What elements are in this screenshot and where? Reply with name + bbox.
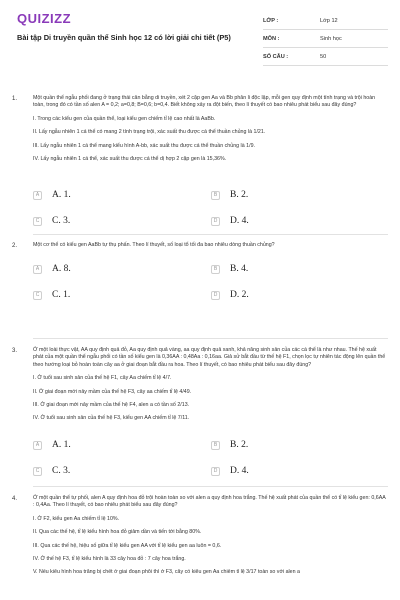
- option-d[interactable]: [211, 288, 381, 302]
- option-d[interactable]: [211, 214, 381, 228]
- question-1-body: [33, 95, 388, 163]
- option-text: C. 3.: [52, 216, 71, 226]
- option-b[interactable]: [211, 262, 381, 276]
- question-number: 2.: [12, 243, 18, 249]
- meta-label: SỐ CÂU :: [263, 53, 289, 60]
- question-stem: Ở một quần thể tự phối, alen A quy định hoa đỏ trội hoàn toàn so với alen a quy định hoa trắng. Thế hệ xuất phát của quần thể có tỉ lệ kiểu gen: 0,6AA : 0,4Aa. Theo lí thuyết, có bao nhiêu phát biểu sau đây đúng?: [33, 495, 386, 509]
- option-letter-badge: D: [211, 217, 220, 226]
- option-b[interactable]: [211, 438, 381, 452]
- meta-table: [263, 12, 388, 66]
- statement: II. Qua các thế hệ, tỉ lệ kiểu hình hoa đỏ giảm dần và tiến tới bằng 80%.: [33, 529, 202, 536]
- option-letter-badge: B: [211, 441, 220, 450]
- option-text: C. 3.: [52, 466, 71, 476]
- option-letter-badge: C: [33, 467, 42, 476]
- option-text: D. 4.: [230, 466, 249, 476]
- question-2-body: [33, 242, 388, 249]
- option-text: C. 1.: [52, 290, 71, 300]
- question-stem: Ở một loài thực vật, AA quy định quả đỏ, Aa quy định quả vàng, aa quy định quả xanh, khả năng sinh sản của các cá thể là như nhau. Thế hệ xuất phát của một quần thể ngẫu phối có tần số kiểu gen là 0,36AA : 0,48Aa : 0,16aa. Giả sử bắt đầu từ thế hệ F1, chọn lọc tự nhiên tác động lên quần thể theo hướng loại bỏ hoàn toàn cây aa ở giai đoạn bắt đầu ra hoa. Theo lí thuyết, có bao nhiêu phát biểu sau đây đúng?: [33, 347, 386, 368]
- statement: IV. Lấy ngẫu nhiên 1 cá thể, xác suất thu được cá thể dị hợp 2 cặp gen là 15,36%.: [33, 156, 227, 163]
- statement: II. Ở giai đoạn mới nảy mầm của thế hệ F3, cây aa chiếm tỉ lệ 4/49.: [33, 388, 192, 395]
- meta-value: 50: [320, 53, 327, 60]
- option-text: B. 4.: [230, 264, 249, 274]
- meta-label: LỚP :: [263, 17, 279, 24]
- option-text: A. 1.: [52, 190, 71, 200]
- option-text: B. 2.: [230, 440, 249, 450]
- statement: III. Ở giai đoạn mới nảy mầm của thế hệ F4, alen a có tần số 2/13.: [33, 402, 190, 409]
- option-b[interactable]: [211, 188, 381, 202]
- meta-label: MÔN :: [263, 35, 280, 42]
- option-c[interactable]: [33, 214, 203, 228]
- statement: I. Trong các kiểu gen của quần thể, loại kiểu gen chiếm tỉ lệ cao nhất là AaBb.: [33, 115, 216, 122]
- option-a[interactable]: [33, 262, 203, 276]
- divider: [33, 338, 388, 339]
- statement: III. Lấy ngẫu nhiên 1 cá thể mang kiểu hình A-bb, xác suất thu được cá thể thuần chủng là 1/9.: [33, 142, 255, 149]
- option-letter-badge: D: [211, 291, 220, 300]
- meta-row-grade: [263, 12, 388, 30]
- option-c[interactable]: [33, 288, 203, 302]
- meta-value: Lớp 12: [320, 17, 338, 24]
- page-title: Bài tập Di truyền quần thể Sinh học 12 có lời giải chi tiết (P5): [17, 33, 231, 42]
- option-a[interactable]: [33, 188, 203, 202]
- question-number: 1.: [12, 96, 18, 102]
- meta-row-question-count: [263, 48, 388, 66]
- option-letter-badge: A: [33, 191, 42, 200]
- option-text: B. 2.: [230, 190, 249, 200]
- question-3-body: [33, 347, 388, 423]
- divider: [33, 234, 388, 235]
- option-letter-badge: B: [211, 191, 220, 200]
- option-text: D. 4.: [230, 216, 249, 226]
- question-stem: Một cơ thể có kiểu gen AaBb tự thụ phấn. Theo lí thuyết, số loại tổ tối đa bao nhiêu dòng thuần chủng?: [33, 242, 275, 248]
- question-number: 4.: [12, 496, 18, 502]
- statement: III. Qua các thế hệ, hiệu số giữa tỉ lệ kiểu gen AA với tỉ lệ kiểu gen aa luôn = 0,6.: [33, 542, 222, 549]
- question-number: 3.: [12, 348, 18, 354]
- question-4-body: [33, 495, 388, 577]
- option-letter-badge: C: [33, 291, 42, 300]
- option-letter-badge: A: [33, 265, 42, 274]
- option-text: D. 2.: [230, 290, 249, 300]
- statement: I. Ở tuổi sau sinh sản của thế hệ F1, cây Aa chiếm tỉ lệ 4/7.: [33, 375, 172, 382]
- divider: [33, 486, 388, 487]
- statement: II. Lấy ngẫu nhiên 1 cá thể có mang 2 tính trạng trội, xác suất thu được cá thể thuần chủng là 1/21.: [33, 129, 266, 136]
- meta-value: Sinh học: [320, 35, 342, 42]
- statement: I. Ở F2, kiểu gen Aa chiếm tỉ lệ 10%.: [33, 515, 120, 522]
- option-letter-badge: A: [33, 441, 42, 450]
- option-c[interactable]: [33, 464, 203, 478]
- header: [0, 0, 400, 68]
- option-letter-badge: B: [211, 265, 220, 274]
- meta-row-subject: [263, 30, 388, 48]
- option-letter-badge: C: [33, 217, 42, 226]
- option-d[interactable]: [211, 464, 381, 478]
- option-text: A. 1.: [52, 440, 71, 450]
- statement: IV. Ở tuổi sau sinh sản của thế hệ F3, kiểu gen AA chiếm tỉ lệ 7/11.: [33, 415, 190, 422]
- question-stem: Một quần thể ngẫu phối đang ở trạng thái cân bằng di truyền, xét 2 cặp gen Aa và Bb phân li độc lập, mỗi gen quy định một tính trạng và trội hoàn toàn, trong đó có tần số alen A = 0,2; a=0,8; B=0,6; b=0,4. Biết không xảy ra đột biến, theo lí thuyết có bao nhiêu phát biểu sau đây đúng?: [33, 95, 376, 109]
- option-a[interactable]: [33, 438, 203, 452]
- quizizz-logo: QUIZIZZ: [17, 11, 72, 26]
- statement: IV. Ở thế hệ F3, tỉ lệ kiểu hình là 33 cây hoa đỏ : 7 cây hoa trắng.: [33, 556, 186, 563]
- statement: V. Nếu kiểu hình hoa trắng bị chết ở giai đoạn phôi thì ở F3, cây có kiểu gen Aa chiếm tỉ lệ 3/17 toàn so với alen a: [33, 569, 300, 576]
- option-letter-badge: D: [211, 467, 220, 476]
- option-text: A. 8.: [52, 264, 71, 274]
